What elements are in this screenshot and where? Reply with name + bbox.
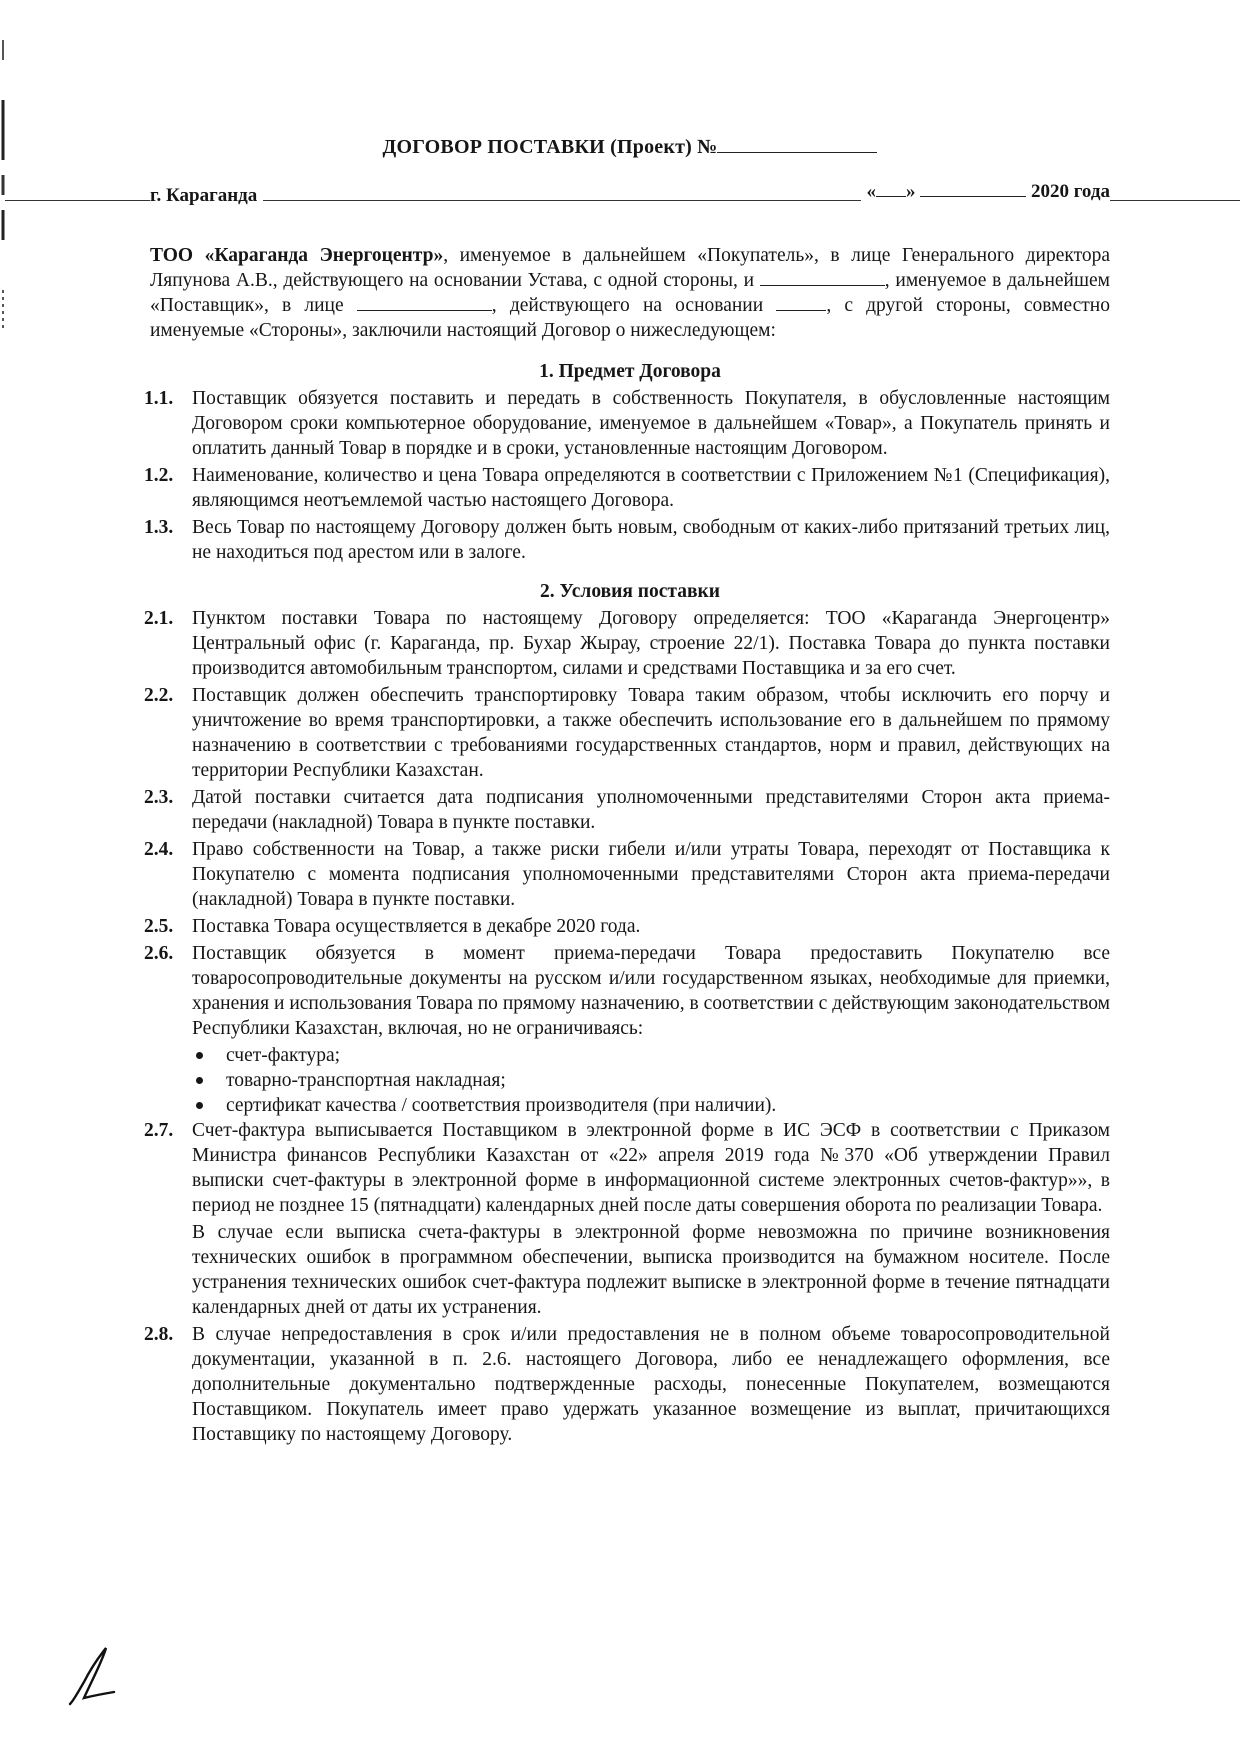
city-label: г. Караганда: [150, 185, 263, 207]
clause-number: 2.7.: [144, 1120, 174, 1141]
section-heading-1: 1. Предмет Договора: [539, 361, 721, 382]
clause-text: Датой поставки считается дата подписания уполномоченными представителями Сторон акта приема-передачи (накладной) Товара в пункте поставки.: [192, 787, 1110, 833]
preamble: [150, 243, 1110, 343]
preamble-text-3: , действующего на основании: [491, 295, 777, 316]
clause-1-3: [144, 515, 1110, 565]
preamble-text-2: , именуемое в дальнейшем «Поставщик», в лице: [150, 270, 1110, 316]
month-blank: [920, 178, 1026, 197]
clause-2-5: [144, 914, 1110, 939]
date-field: [861, 178, 1110, 203]
date-year: 2020 года: [1031, 181, 1110, 202]
list-item: [192, 1068, 1110, 1093]
preamble-text-1: , именуемое в дальнейшем «Покупатель», в лице Генерального директора Ляпунова А.В., действующего на основании Устава, с одной стороны, и: [150, 245, 1111, 291]
clause-number: 2.5.: [144, 916, 174, 937]
clause-text: Наименование, количество и цена Товара определяются в соответствии с Приложением №1 (Спецификация), являющимся неотъемлемой частью настоящего Договора.: [192, 465, 1110, 511]
clause-number: 2.1.: [144, 608, 174, 629]
supplier-name-blank: [760, 269, 885, 286]
buyer-company-name: ТОО «Караганда Энергоцентр»: [150, 245, 444, 266]
document-title: [150, 134, 1110, 159]
clause-text: В случае непредоставления в срок и/или предоставления не в полном объеме товаросопроводительной документации, указанной в п. 2.6. настоящего Договора, либо ее ненадлежащего оформления, все дополнительные документально подтвержденные расходы, понесенные Покупателем, возмещаются Поставщиком. Покупатель имеет право удержать указанное возмещение из выплат, причитающихся Поставщику по настоящему Договору.: [192, 1324, 1110, 1445]
clause-2-2: [144, 683, 1110, 783]
date-open-quote: «: [866, 181, 877, 202]
clause-2-6: [144, 941, 1110, 1041]
clause-text: Поставщик обязуется поставить и передать в собственность Покупателя, в обусловленные настоящим Договором сроки компьютерное оборудование, именуемое в дальнейшем «Товар», а Покупатель принять и оплатить данный Товар в порядке и в сроки, установленные настоящим Договором.: [192, 388, 1110, 459]
clause-number: 1.1.: [144, 388, 174, 409]
clause-number: 1.3.: [144, 517, 174, 538]
clause-2-7: [144, 1118, 1110, 1320]
clause-number: 2.6.: [144, 943, 174, 964]
clause-text-continued: В случае если выписка счета-фактуры в электронной форме невозможна по причине возникновения технических ошибок в программном обеспечении, выписка производится на бумажном носителе. После устранения технических ошибок счет-фактура подлежит выписке в электронной форме в течение пятнадцати календарных дней от даты их устранения.: [192, 1222, 1110, 1318]
section-heading-2: 2. Условия поставки: [540, 581, 720, 602]
clause-text: Поставщик обязуется в момент приема-передачи Товара предоставить Покупателю все товаросопроводительные документы на русском и/или государственном языках, необходимые для приемки, хранения и использования Товара по прямому назначению, в соответствии с действующим законодательством Республики Казахстан, включая, но не ограничиваясь:: [192, 943, 1110, 1039]
supplier-representative-blank: [357, 294, 492, 311]
list-item-text: сертификат качества / соответствия производителя (при наличии).: [226, 1095, 777, 1116]
clause-text: Поставщик должен обеспечить транспортировку Товара таким образом, чтобы исключить его порчу и уничтожение во время транспортировки, а также обеспечить использование его в дальнейшем по прямому назначению в соответствии с требованиями государственных стандартов, норм и правил, действующих на территории Республики Казахстан.: [192, 685, 1110, 781]
list-item: [192, 1043, 1110, 1068]
day-blank: [876, 178, 906, 197]
clause-number: 2.3.: [144, 787, 174, 808]
document-title-text: ДОГОВОР ПОСТАВКИ (Проект) №: [382, 136, 718, 158]
clause-1-1: [144, 386, 1110, 461]
clause-text: Весь Товар по настоящему Договору должен быть новым, свободным от каких-либо притязаний третьих лиц, не находиться под арестом или в залоге.: [192, 517, 1110, 563]
clause-number: 1.2.: [144, 465, 174, 486]
bullet-icon: [196, 1077, 203, 1084]
clause-text: Счет-фактура выписывается Поставщиком в электронной форме в ИС ЭСФ в соответствии с Приказом Министра финансов Республики Казахстан от «22» апреля 2019 года №370 «Об утверждении Правил выписки счет-фактуры в электронной форме в информационной системе электронных счетов-фактур»», в период не позднее 15 (пятнадцати) календарных дней после даты совершения оборота по реализации Товара.: [192, 1120, 1110, 1216]
clause-2-4: [144, 837, 1110, 912]
clause-text: Пунктом поставки Товара по настоящему Договору определяется: ТОО «Караганда Энергоцентр» Центральный офис (г. Караганда, пр. Бухар Жырау, строение 22/1). Поставка Товара до пункта поставки производится автомобильным транспортом, силами и средствами Поставщика и за его счет.: [192, 608, 1110, 679]
initials-signature-mark: [62, 1640, 152, 1710]
preamble-text-4: , с другой стороны, совместно именуемые «Стороны», заключили настоящий Договор о нижеследующем:: [150, 295, 1110, 341]
clause-number: 2.8.: [144, 1324, 174, 1345]
clause-2-3: [144, 785, 1110, 835]
bullet-icon: [196, 1052, 203, 1059]
clause-2-8: [144, 1322, 1110, 1447]
scan-margin-marks: [0, 0, 16, 1754]
date-close-quote: »: [906, 181, 916, 202]
supplier-basis-blank: [776, 294, 826, 311]
list-item-text: счет-фактура;: [226, 1045, 341, 1066]
clause-number: 2.4.: [144, 839, 174, 860]
clause-number: 2.2.: [144, 685, 174, 706]
city-date-row: [150, 181, 1110, 211]
clause-1-2: [144, 463, 1110, 513]
clause-text: Право собственности на Товар, а также риски гибели и/или утраты Товара, переходят от Поставщика к Покупателю с момента подписания уполномоченными представителями Сторон акта приема-передачи (накладной) Товара в пункте поставки.: [192, 839, 1110, 910]
contract-number-blank: [717, 134, 877, 153]
document-page: [144, 134, 1111, 1449]
list-item: [192, 1093, 1110, 1118]
clause-text: Поставка Товара осуществляется в декабре 2020 года.: [192, 916, 641, 937]
documents-list: [150, 1043, 1110, 1118]
list-item-text: товарно-транспортная накладная;: [226, 1070, 506, 1091]
clause-2-1: [144, 606, 1110, 681]
bullet-icon: [196, 1102, 203, 1109]
